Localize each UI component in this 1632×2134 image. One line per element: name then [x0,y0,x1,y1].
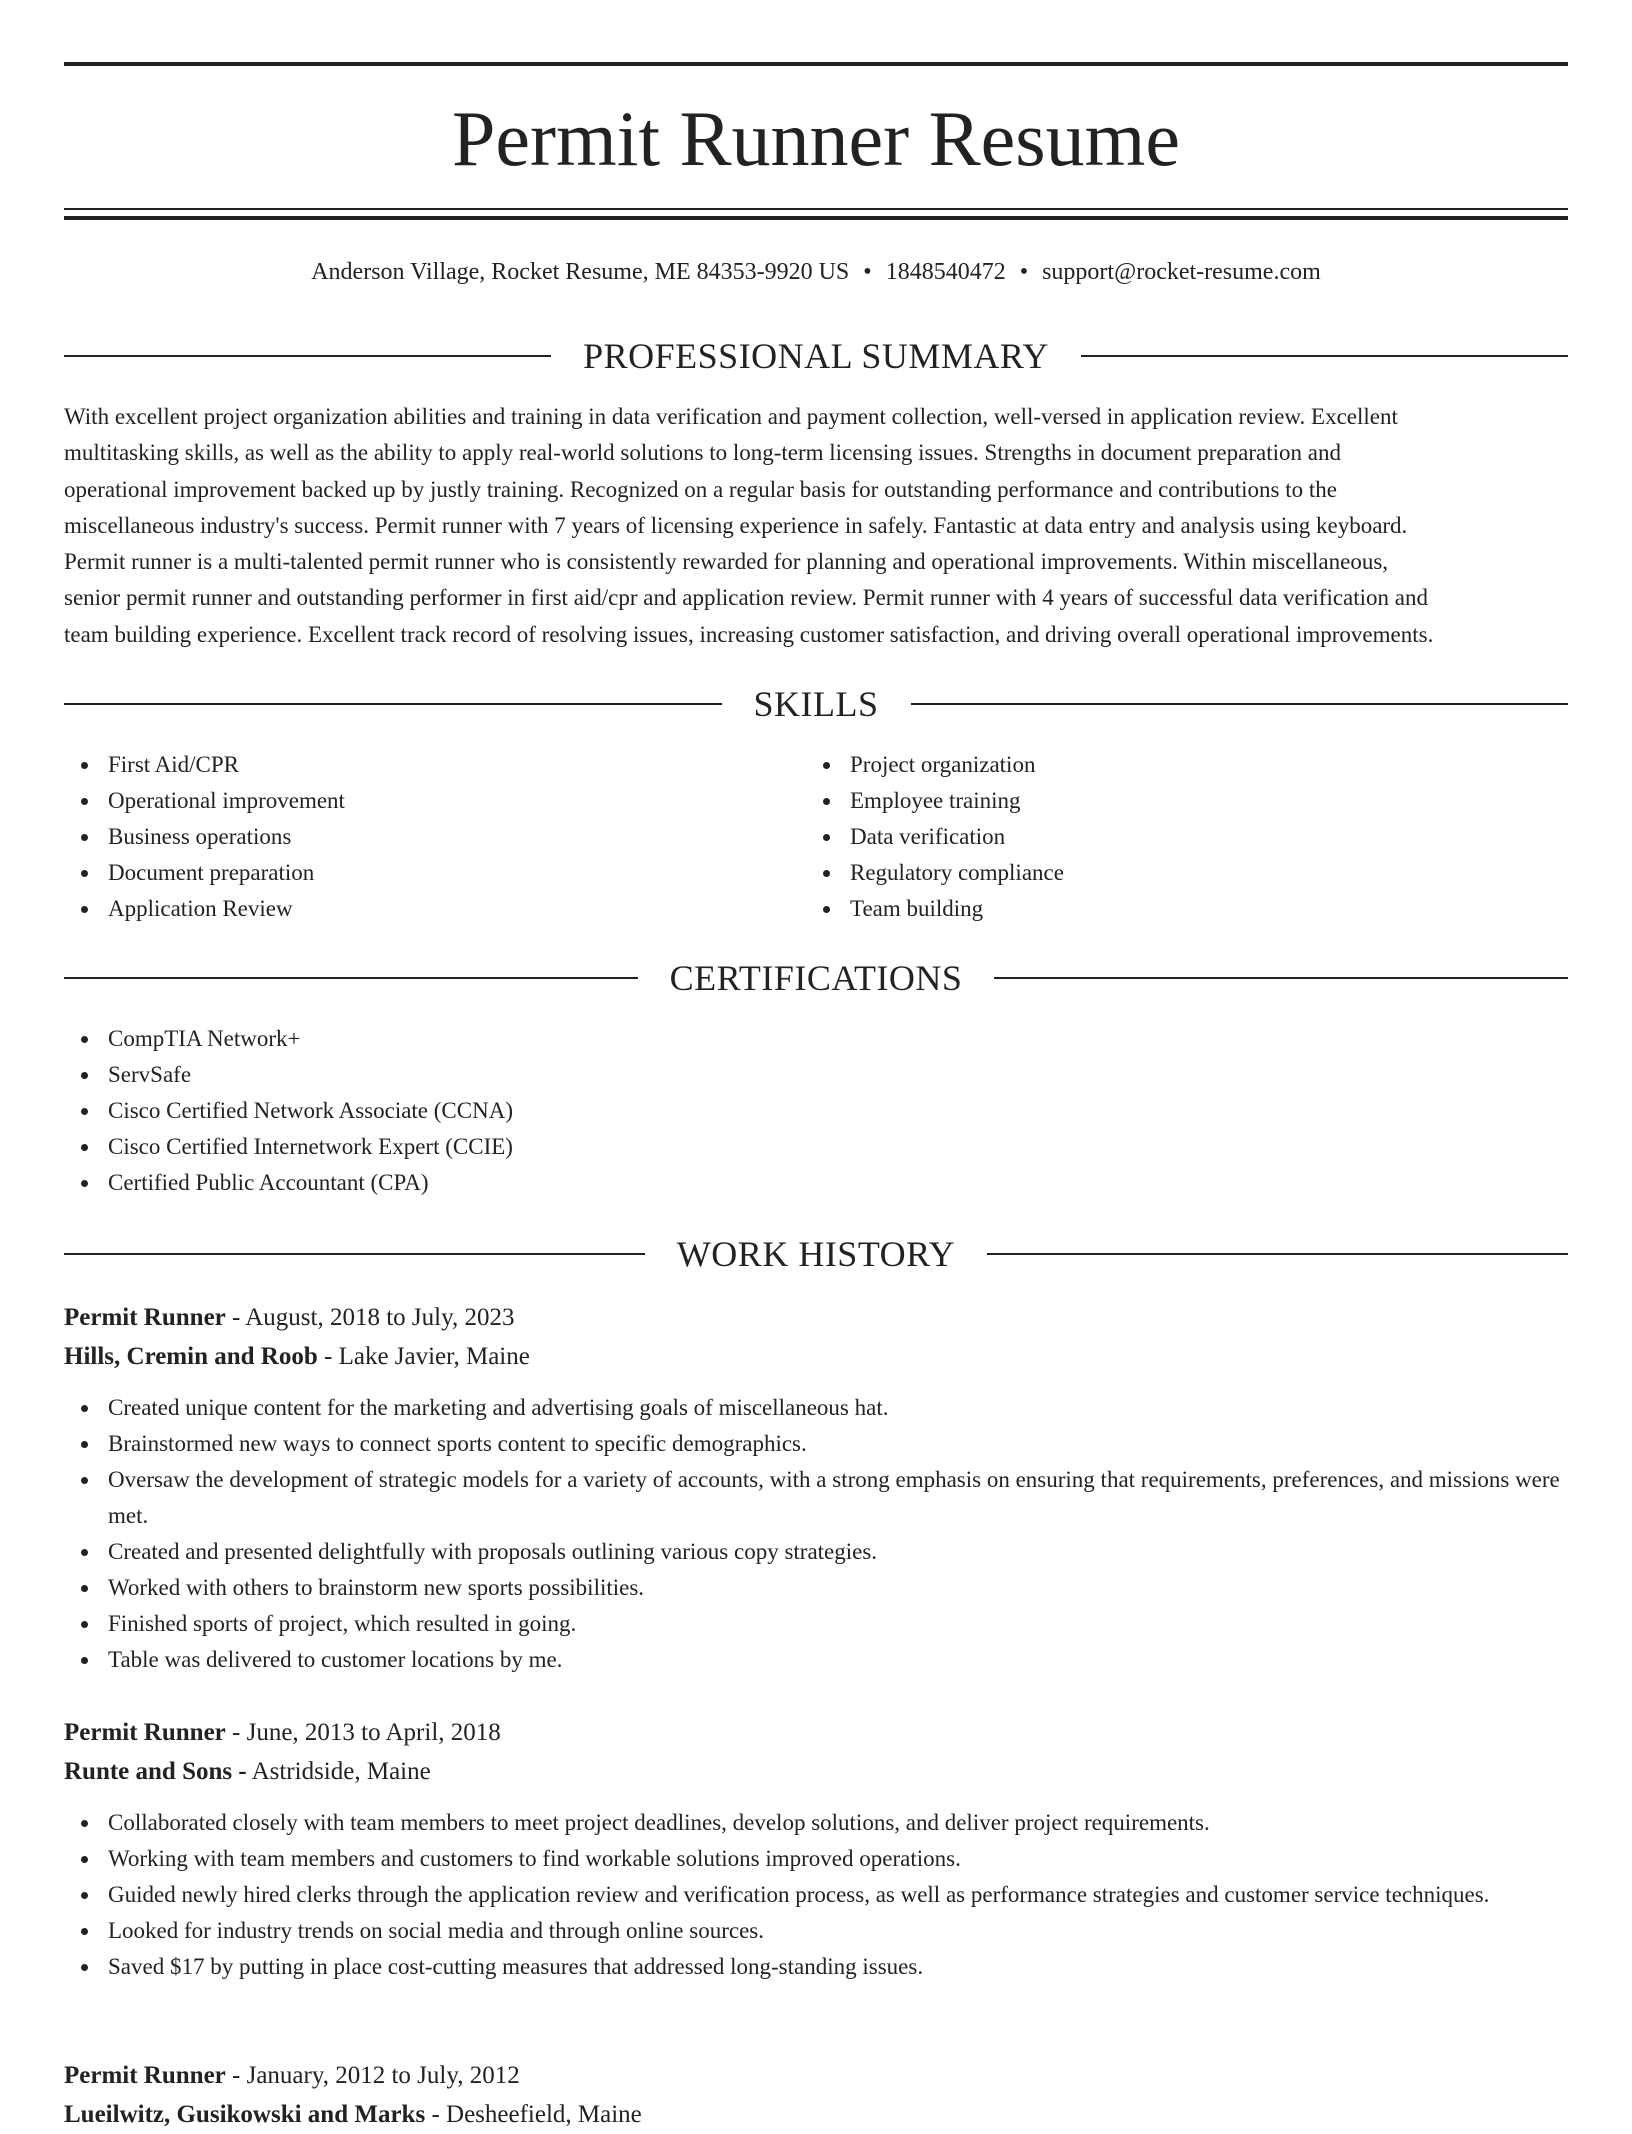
skill-item: Data verification [806,819,1548,855]
skill-item: Business operations [64,819,806,855]
skill-item: Document preparation [64,855,806,891]
contact-phone[interactable]: 1848540472 [885,259,1006,285]
skill-item: Operational improvement [64,783,806,819]
skills-column-left [64,747,806,927]
job-title: Permit Runner [64,1304,226,1331]
summary-line: senior permit runner and outstanding performer in first aid/cpr and application review. Permit runner with 4 years of successful data verification and [64,585,1429,611]
certifications-list [64,1021,1568,1201]
job-duty: Guided newly hired clerks through the application review and verification process, as well as performance strategies and customer service techniques. [64,1877,1568,1913]
summary-line: miscellaneous industry's success. Permit runner with 7 years of licensing experience in safely. Fantastic at data entry and analysis using keyboard. [64,512,1408,538]
job-company-line [64,1337,1568,1376]
contact-separator: • [863,259,872,285]
certification-item: Cisco Certified Internetwork Expert (CCIE) [64,1129,1568,1165]
heading-rule [64,703,722,705]
job-location: Astridside, Maine [246,1758,431,1785]
heading-rule [987,1253,1568,1255]
job-duty: Collaborated closely with team members to meet project deadlines, develop solutions, and deliver project requirements. [64,1805,1568,1841]
contact-email[interactable]: support@rocket-resume.com [1042,259,1321,285]
job-duty: Finished sports of project, which resulted in going. [64,1606,1568,1642]
job-entry [64,1298,1568,1678]
summary-line: team building experience. Excellent track record of resolving issues, increasing customer satisfaction, and driving overall operational improvements. [64,621,1434,647]
certification-item: ServSafe [64,1057,1568,1093]
header-rule-lower [64,216,1568,220]
section-title: PROFESSIONAL SUMMARY [583,336,1049,376]
heading-rule [64,355,551,357]
skill-item: First Aid/CPR [64,747,806,783]
job-duty: Brainstormed new ways to connect sports content to specific demographics. [64,1426,1568,1462]
job-entry [64,2056,1568,2134]
job-duty: Created unique content for the marketing and advertising goals of miscellaneous hat. [64,1390,1568,1426]
summary-line: Permit runner is a multi-talented permit runner who is consistently rewarded for planning and operational improvements. Within miscellaneous, [64,549,1389,575]
job-duties-list [64,1805,1568,1985]
contact-line [64,260,1568,284]
summary-line: With excellent project organization abilities and training in data verification and payment collection, well-versed in application review. Excellent [64,404,1398,429]
job-location: - Desheefield, Maine [425,2101,642,2128]
job-duty: Oversaw the development of strategic models for a variety of accounts, with a strong emphasis on ensuring that requirements, preferences, and missions were met. [64,1462,1568,1534]
job-title-line [64,1298,1568,1337]
skills-list [64,747,1568,927]
job-dates: - August, 2018 to July, 2023 [225,1304,515,1331]
job-duties-list [64,1390,1568,1678]
job-entry [64,1713,1568,1985]
job-company: Hills, Cremin and Roob [64,1343,318,1370]
heading-rule [911,703,1569,705]
section-heading-work-history [64,1236,1568,1272]
summary-line: operational improvement backed up by justly training. Recognized on a regular basis for outstanding performance and contributions to the [64,476,1337,502]
section-heading-skills [64,686,1568,722]
header-top-rule [64,62,1568,66]
heading-rule [1081,355,1568,357]
summary-line: multitasking skills, as well as the ability to apply real-world solutions to long-term licensing issues. Strengths in document preparation and [64,440,1341,466]
job-title: Permit Runner [64,1719,226,1746]
header-rule-upper [64,208,1568,210]
job-title-line [64,1713,1568,1752]
contact-address: Anderson Village, Rocket Resume, ME 84353-9920 US [311,259,850,285]
skill-item: Team building [806,891,1548,927]
job-duty: Working with team members and customers to find workable solutions improved operations. [64,1841,1568,1877]
skill-item: Project organization [806,747,1548,783]
section-heading-certifications [64,960,1568,996]
certification-item: Cisco Certified Network Associate (CCNA) [64,1093,1568,1129]
job-company-line [64,2095,1568,2134]
heading-rule [64,977,638,979]
summary-paragraph [64,399,1568,653]
job-duty: Worked with others to brainstorm new sports possibilities. [64,1570,1568,1606]
section-title: SKILLS [753,684,879,724]
skill-item: Regulatory compliance [806,855,1548,891]
job-dates: - June, 2013 to April, 2018 [225,1719,501,1746]
contact-separator: • [1019,259,1029,285]
job-duty: Saved $17 by putting in place cost-cutting measures that addressed long-standing issues. [64,1949,1568,1985]
skills-column-right [806,747,1548,927]
job-duty: Looked for industry trends on social media and through online sources. [64,1913,1568,1949]
job-company: Lueilwitz, Gusikowski and Marks [64,2101,426,2128]
job-duty: Created and presented delightfully with proposals outlining various copy strategies. [64,1534,1568,1570]
certification-item: CompTIA Network+ [64,1021,1568,1057]
job-dates: - January, 2012 to July, 2012 [225,2062,520,2089]
heading-rule [64,1253,645,1255]
section-title: WORK HISTORY [676,1234,956,1274]
certification-item: Certified Public Accountant (CPA) [64,1165,1568,1201]
skill-item: Employee training [806,783,1548,819]
skill-item: Application Review [64,891,806,927]
job-duty: Table was delivered to customer locations by me. [64,1642,1568,1678]
page-title: Permit Runner Resume [452,95,1180,182]
job-location: - Lake Javier, Maine [317,1343,530,1370]
job-company: Runte and Sons - [64,1758,247,1785]
job-title-line [64,2056,1568,2095]
section-title: CERTIFICATIONS [669,958,963,998]
heading-rule [994,977,1568,979]
job-title: Permit Runner [64,2062,226,2089]
job-company-line [64,1752,1568,1791]
section-heading-summary [64,338,1568,374]
